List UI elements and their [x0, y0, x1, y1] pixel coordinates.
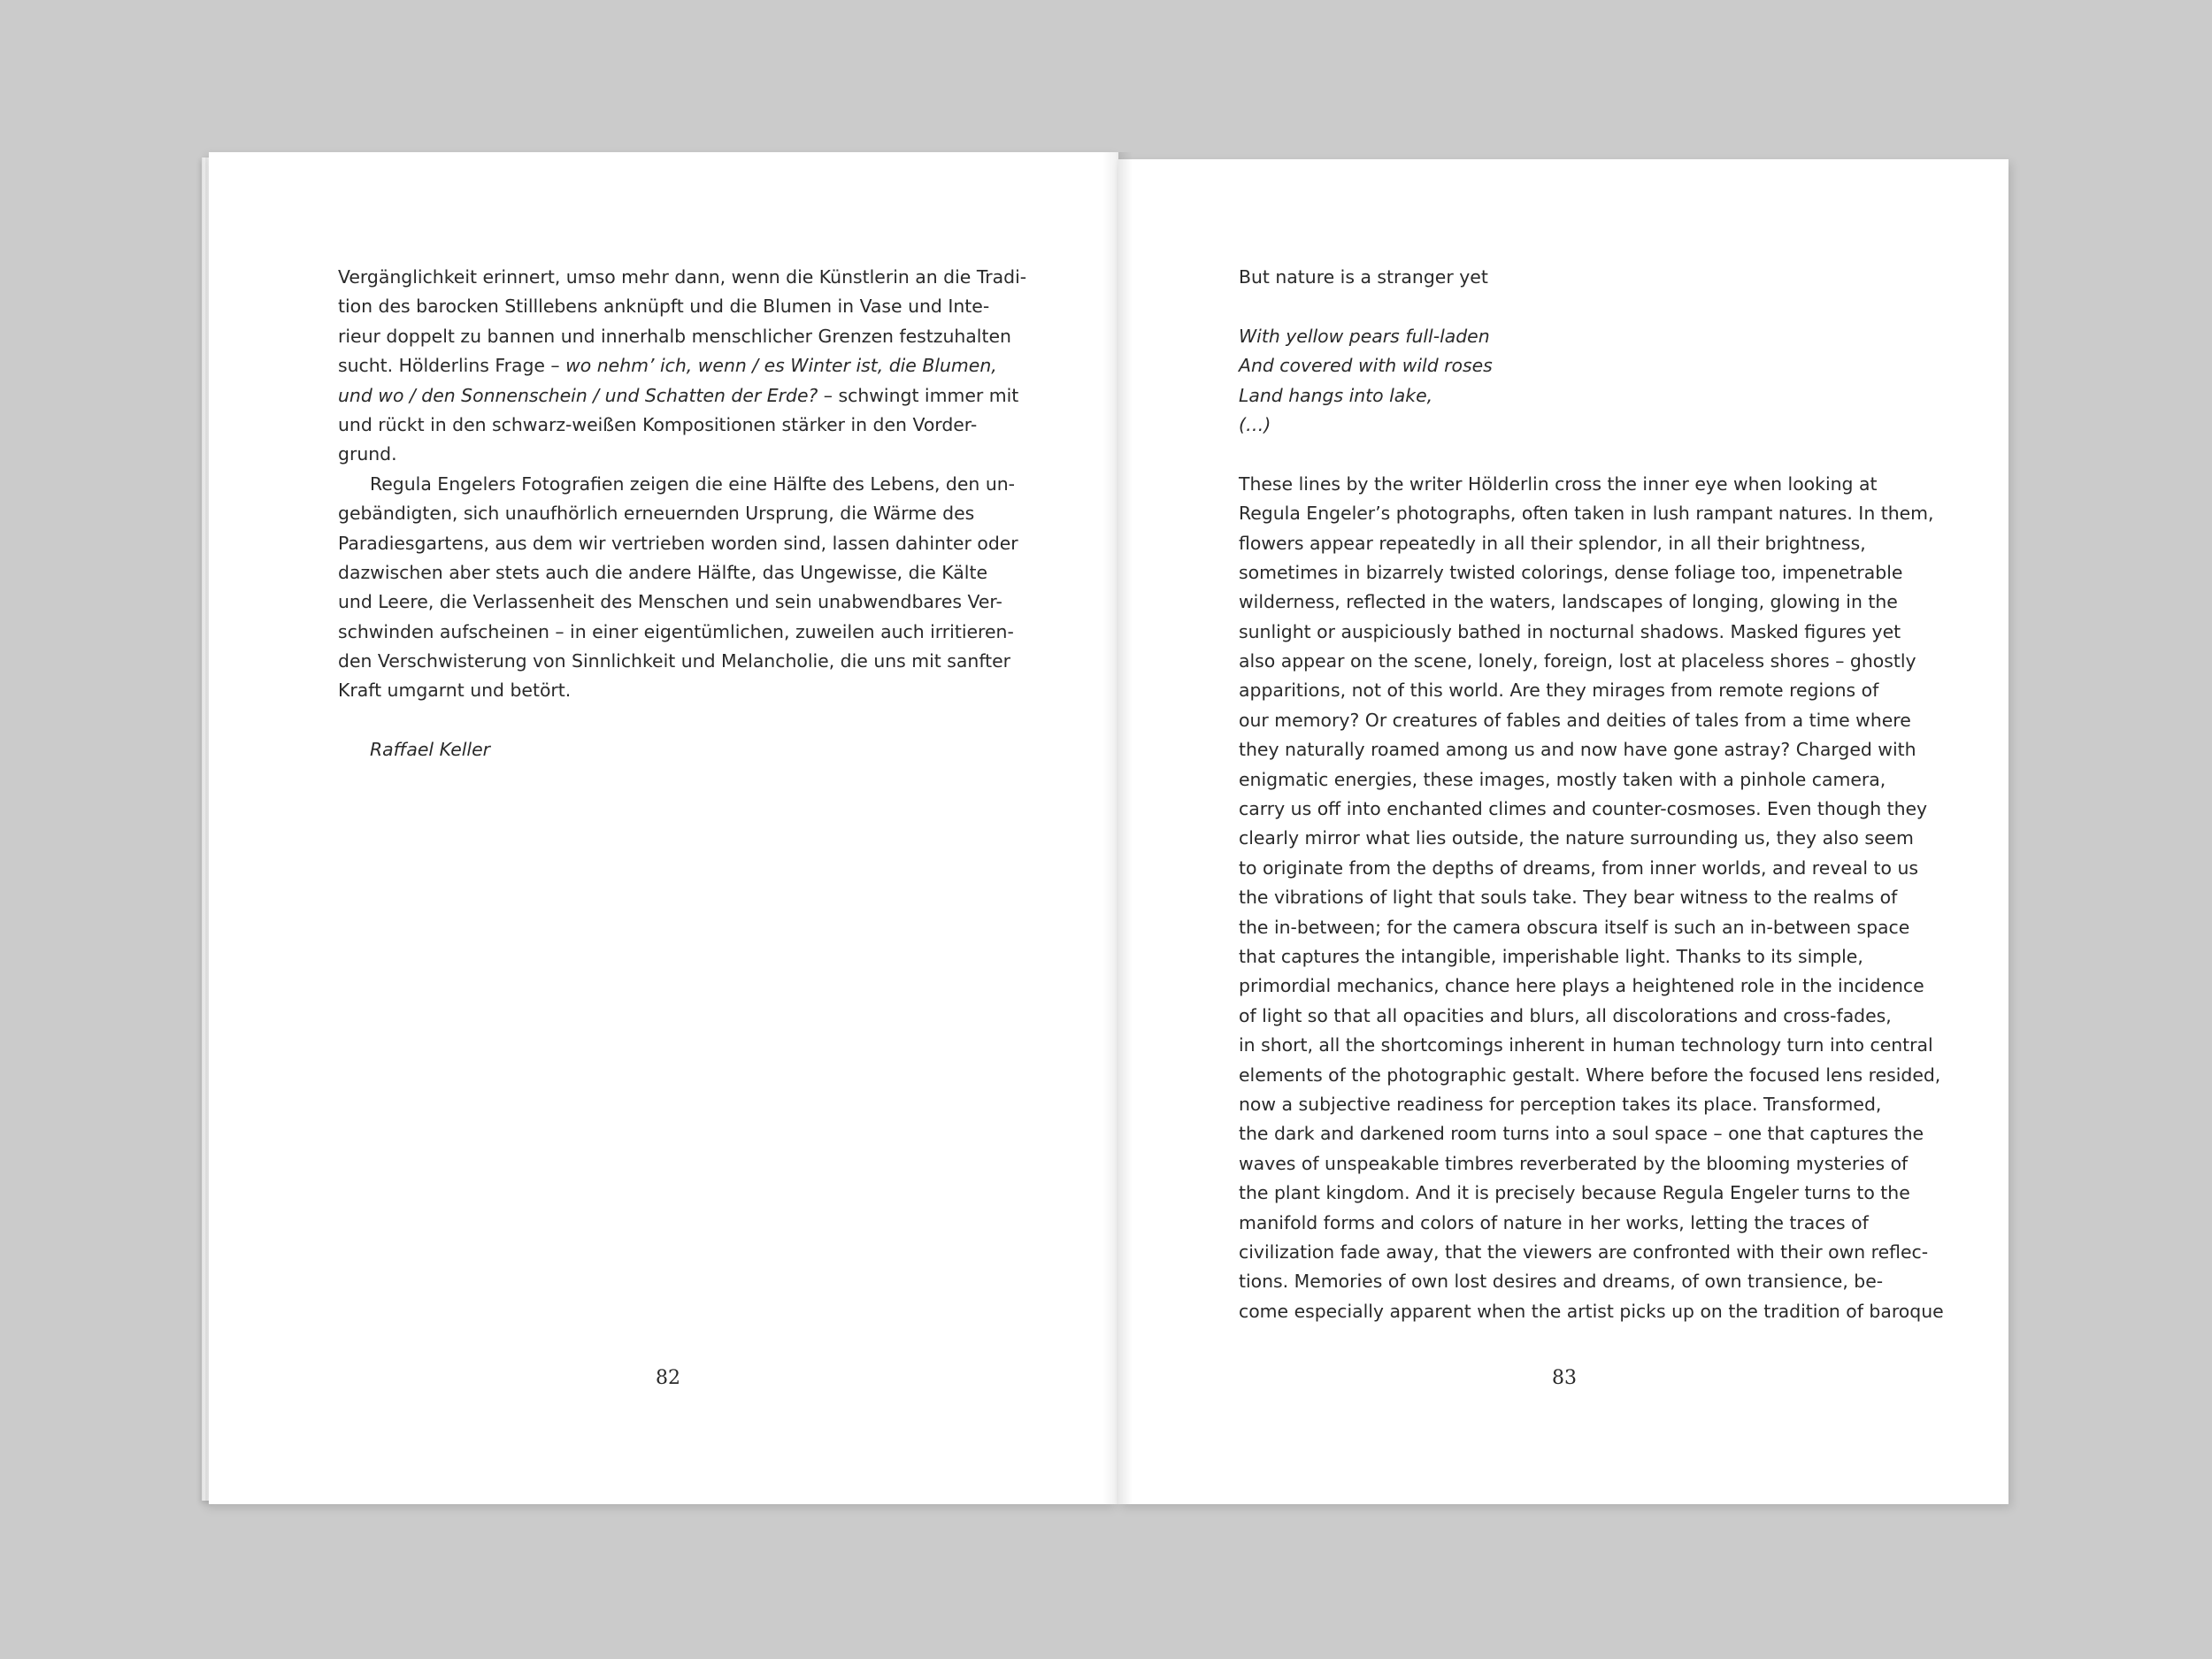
text-line: our memory? Or creatures of fables and deities of tales from a time where	[1239, 709, 1911, 731]
left-page-text	[338, 263, 1027, 765]
text-line: und Leere, die Verlassenheit des Menschen und sein unabwendbares Ver-	[338, 591, 1002, 613]
blank-line	[1239, 292, 1920, 321]
text-line: manifold forms and colors of nature in her works, letting the traces of	[1239, 1211, 1869, 1233]
text-line: now a subjective readiness for perception takes its place. Transformed,	[1239, 1093, 1882, 1115]
text-line: schwinden aufscheinen – in einer eigentümlichen, zuweilen auch irritieren-	[338, 620, 1014, 642]
text-line: also appear on the scene, lonely, foreign, lost at placeless shores – ghostly	[1239, 650, 1916, 672]
text-line: dazwischen aber stets auch die andere Hälfte, das Ungewisse, die Kälte	[338, 561, 987, 583]
text-line: they naturally roamed among us and now have gone astray? Charged with	[1239, 739, 1916, 761]
text-line: tions. Memories of own lost desires and dreams, of own transience, be-	[1239, 1271, 1884, 1293]
quote-fragment: wo nehm’ ich, wenn / es Winter ist, die Blumen,	[565, 355, 997, 377]
text-line: to originate from the depths of dreams, from inner worlds, and reveal to us	[1239, 856, 1919, 879]
poem-line: Land hangs into lake,	[1239, 384, 1433, 406]
text-line: sunlight or auspiciously bathed in nocturnal shadows. Masked figures yet	[1239, 620, 1901, 642]
text-line: flowers appear repeatedly in all their splendor, in all their brightness,	[1239, 532, 1866, 554]
text-line: Vergänglichkeit erinnert, umso mehr dann, wenn die Künstlerin an die Tradi-	[338, 266, 1027, 288]
text-line: Kraft umgarnt und betört.	[338, 680, 572, 702]
text-line: rieur doppelt zu bannen und innerhalb menschlicher Grenzen festzuhalten	[338, 325, 1011, 347]
text-line: clearly mirror what lies outside, the nature surrounding us, they also seem	[1239, 827, 1914, 849]
text-line: gebändigten, sich unaufhörlich erneuernden Ursprung, die Wärme des	[338, 503, 975, 525]
text-line: Regula Engeler’s photographs, often taken in lush rampant natures. In them,	[1239, 503, 1934, 525]
text-line: den Verschwisterung von Sinnlichkeit und Melancholie, die uns mit sanfter	[338, 650, 1011, 672]
right-page-text	[1239, 263, 1944, 1326]
poem-line: (…)	[1239, 413, 1271, 435]
book-gutter	[1102, 152, 1133, 1504]
text-line: sometimes in bizarrely twisted colorings, dense foliage too, impenetrable	[1239, 561, 1903, 583]
quote-fragment: und wo / den Sonnenschein / und Schatten der Erde?	[338, 384, 818, 406]
blank-line	[338, 706, 1010, 735]
page-number-right: 83	[1552, 1367, 1577, 1389]
text-line: enigmatic energies, these images, mostly taken with a pinhole camera,	[1239, 768, 1886, 790]
right-body-paragraph	[1239, 470, 1944, 1326]
text-line: tion des barocken Stilllebens anknüpft und die Blumen in Vase und Inte-	[338, 296, 990, 318]
poem-line: With yellow pears full-laden	[1239, 325, 1490, 347]
text-line: These lines by the writer Hölderlin cross the inner eye when looking at	[1239, 472, 1878, 495]
text-line: apparitions, not of this world. Are they mirages from remote regions of	[1239, 680, 1879, 702]
text-line: Regula Engelers Fotografien zeigen die eine Hälfte des Lebens, den un-	[370, 472, 1016, 495]
text-line: Paradiesgartens, aus dem wir vertrieben worden sind, lassen dahinter oder	[338, 532, 1018, 554]
page-number-left: 82	[656, 1367, 680, 1389]
text-line-with-quote	[338, 381, 1019, 411]
text-line: waves of unspeakable timbres reverberated by the blooming mysteries of	[1239, 1152, 1909, 1174]
text-line: that captures the intangible, imperishable light. Thanks to its simple,	[1239, 945, 1863, 967]
text-line: the in-between; for the camera obscura itself is such an in-between space	[1239, 916, 1910, 938]
text-line: civilization fade away, that the viewers are confronted with their own reflec-	[1239, 1240, 1929, 1263]
text-line: come especially apparent when the artist picks up on the tradition of baroque	[1239, 1300, 1944, 1322]
text-line: the dark and darkened room turns into a soul space – one that captures the	[1239, 1123, 1924, 1145]
text-line: the vibrations of light that souls take. They bear witness to the realms of	[1239, 887, 1898, 909]
text-line: grund.	[338, 443, 397, 465]
text-line: und rückt in den schwarz-weißen Kompositionen stärker in den Vorder-	[338, 413, 978, 435]
text-line: wilderness, reflected in the waters, landscapes of longing, glowing in the	[1239, 591, 1898, 613]
blank-line	[1239, 440, 1920, 469]
heading-line: But nature is a stranger yet	[1239, 266, 1488, 288]
text-line: in short, all the shortcomings inherent in human technology turn into central	[1239, 1034, 1933, 1056]
poem-line: And covered with wild roses	[1239, 355, 1493, 377]
text-line: elements of the photographic gestalt. Where before the focused lens resided,	[1239, 1064, 1941, 1086]
text-line: carry us off into enchanted climes and counter-cosmoses. Even though they	[1239, 798, 1928, 820]
author-signature: Raffael Keller	[370, 739, 491, 761]
text-line-with-quote	[338, 351, 1010, 380]
text-line: the plant kingdom. And it is precisely because Regula Engeler turns to the	[1239, 1182, 1910, 1204]
text-line: of light so that all opacities and blurs, all discolorations and cross-fades,	[1239, 1004, 1892, 1026]
text-line: primordial mechanics, chance here plays a heightened role in the incidence	[1239, 975, 1924, 997]
text-fragment: – schwingt immer mit	[818, 384, 1019, 406]
text-fragment: sucht. Hölderlins Frage –	[338, 355, 566, 377]
